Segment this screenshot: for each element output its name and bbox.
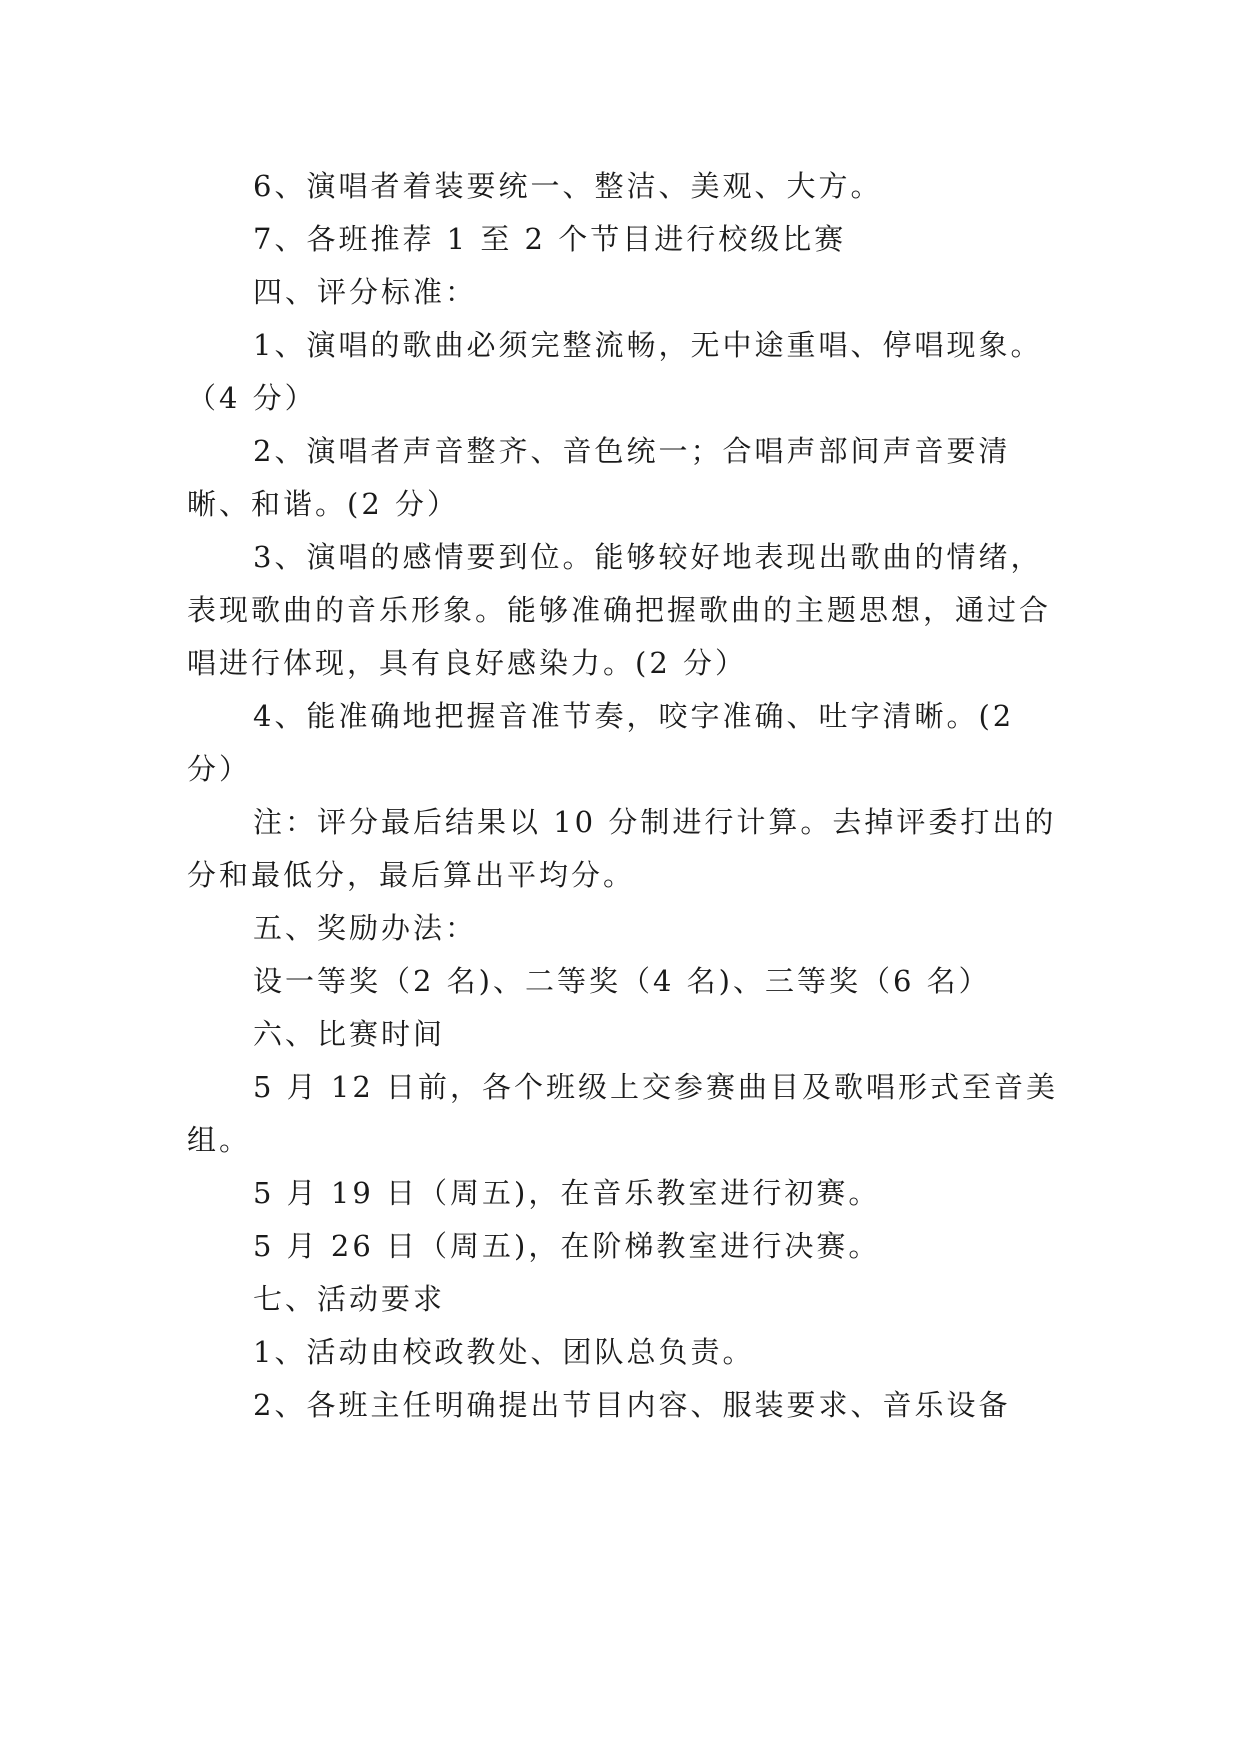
document-body [187, 160, 1067, 1432]
section-heading: 四、评分标准： [253, 275, 478, 309]
paragraph: 1、演唱的歌曲必须完整流畅，无中途重唱、停唱现象。（4 分） [187, 328, 1043, 415]
paragraph: 5 月 19 日（周五)，在音乐教室进行初赛。 [253, 1176, 881, 1210]
paragraph: 6、演唱者着装要统一、整洁、美观、大方。 [253, 169, 883, 203]
section-heading: 六、比赛时间 [253, 1017, 446, 1051]
section-heading: 五、奖励办法： [253, 911, 478, 945]
paragraph: 4、能准确地把握音准节奏，咬字准确、吐字清晰。(2 分） [187, 699, 1015, 786]
paragraph: 3、演唱的感情要到位。能够较好地表现出歌曲的情绪，表现歌曲的音乐形象。能够准确把握歌曲的主题思想，通过合唱进行体现，具有良好感染力。(2 分） [187, 540, 1052, 680]
paragraph: 1、活动由校政教处、团队总负责。 [253, 1335, 755, 1369]
paragraph: 7、各班推荐 1 至 2 个节目进行校级比赛 [253, 222, 847, 256]
section-heading: 七、活动要求 [253, 1282, 446, 1316]
paragraph: 设一等奖（2 名)、二等奖（4 名)、三等奖（6 名） [253, 964, 991, 998]
paragraph: 2、演唱者声音整齐、音色统一；合唱声部间声音要清晰、和谐。(2 分） [187, 434, 1011, 521]
paragraph: 2、各班主任明确提出节目内容、服装要求、音乐设备 [253, 1388, 1011, 1422]
note-paragraph: 注：评分最后结果以 10 分制进行计算。去掉评委打出的分和最低分，最后算出平均分。 [187, 805, 1057, 892]
paragraph: 5 月 12 日前，各个班级上交参赛曲目及歌唱形式至音美组。 [187, 1070, 1059, 1157]
paragraph: 5 月 26 日（周五)，在阶梯教室进行决赛。 [253, 1229, 881, 1263]
